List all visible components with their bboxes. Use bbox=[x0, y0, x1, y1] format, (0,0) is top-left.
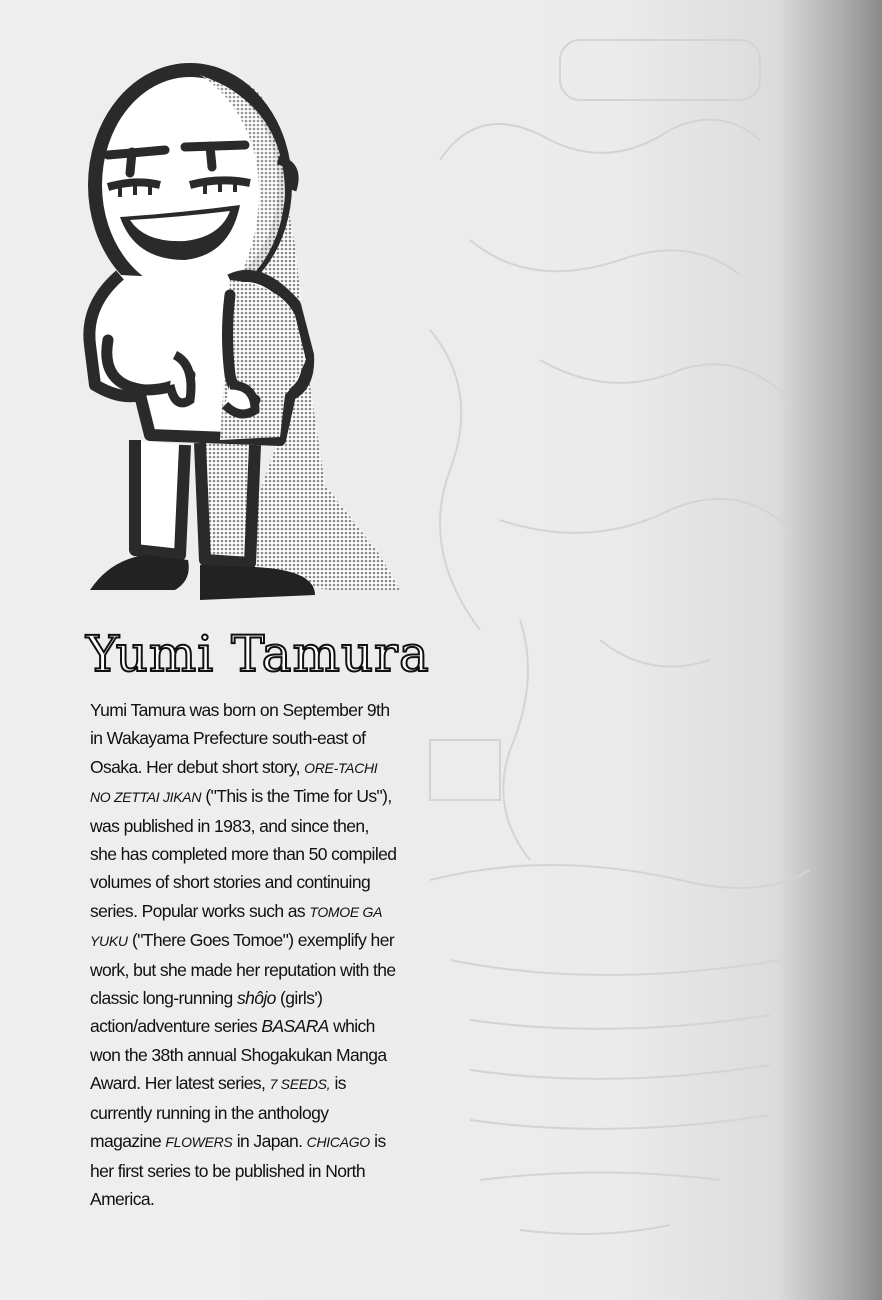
author-caricature-illustration bbox=[80, 55, 410, 615]
title-7-seeds: 7 SEEDS, bbox=[269, 1076, 331, 1093]
title-flowers: FLOWERS bbox=[165, 1134, 233, 1151]
bio-text: ("This is the Time for Us"), was published in 1983, and since then, she has completed more than 50 compiled volumes of short stories and continuing series. Popular works such as bbox=[90, 786, 397, 921]
bio-text: (girls') action/adventure series bbox=[90, 988, 323, 1037]
bio-text: in Japan. bbox=[232, 1131, 307, 1152]
title-ore-tachi: ORE-TACHI NO ZETTAI JIKAN bbox=[90, 759, 378, 806]
biography-paragraph bbox=[90, 696, 398, 1213]
bio-text: which won the 38th annual Shogakukan Manga Award. Her latest series, bbox=[90, 1016, 387, 1094]
author-biography bbox=[90, 696, 398, 1213]
title-basara: BASARA bbox=[261, 1016, 329, 1037]
author-name: Yumi Tamura bbox=[86, 625, 430, 683]
title-chicago: CHICAGO bbox=[306, 1134, 370, 1151]
bio-text: is currently running in the anthology magazine bbox=[90, 1073, 346, 1152]
bio-text: Yumi Tamura was born on September 9th in Wakayama Prefecture south-east of Osaka. Her debut short story, bbox=[90, 700, 390, 777]
term-shojo: shôjo bbox=[236, 988, 276, 1009]
bio-text: ("There Goes Tomoe") exemplify her work, but she made her reputation with the classic long-running bbox=[90, 930, 396, 1009]
title-tomoe-ga-yuku: TOMOE GA YUKU bbox=[90, 903, 382, 950]
bio-text: is her first series to be published in North America. bbox=[90, 1131, 386, 1209]
